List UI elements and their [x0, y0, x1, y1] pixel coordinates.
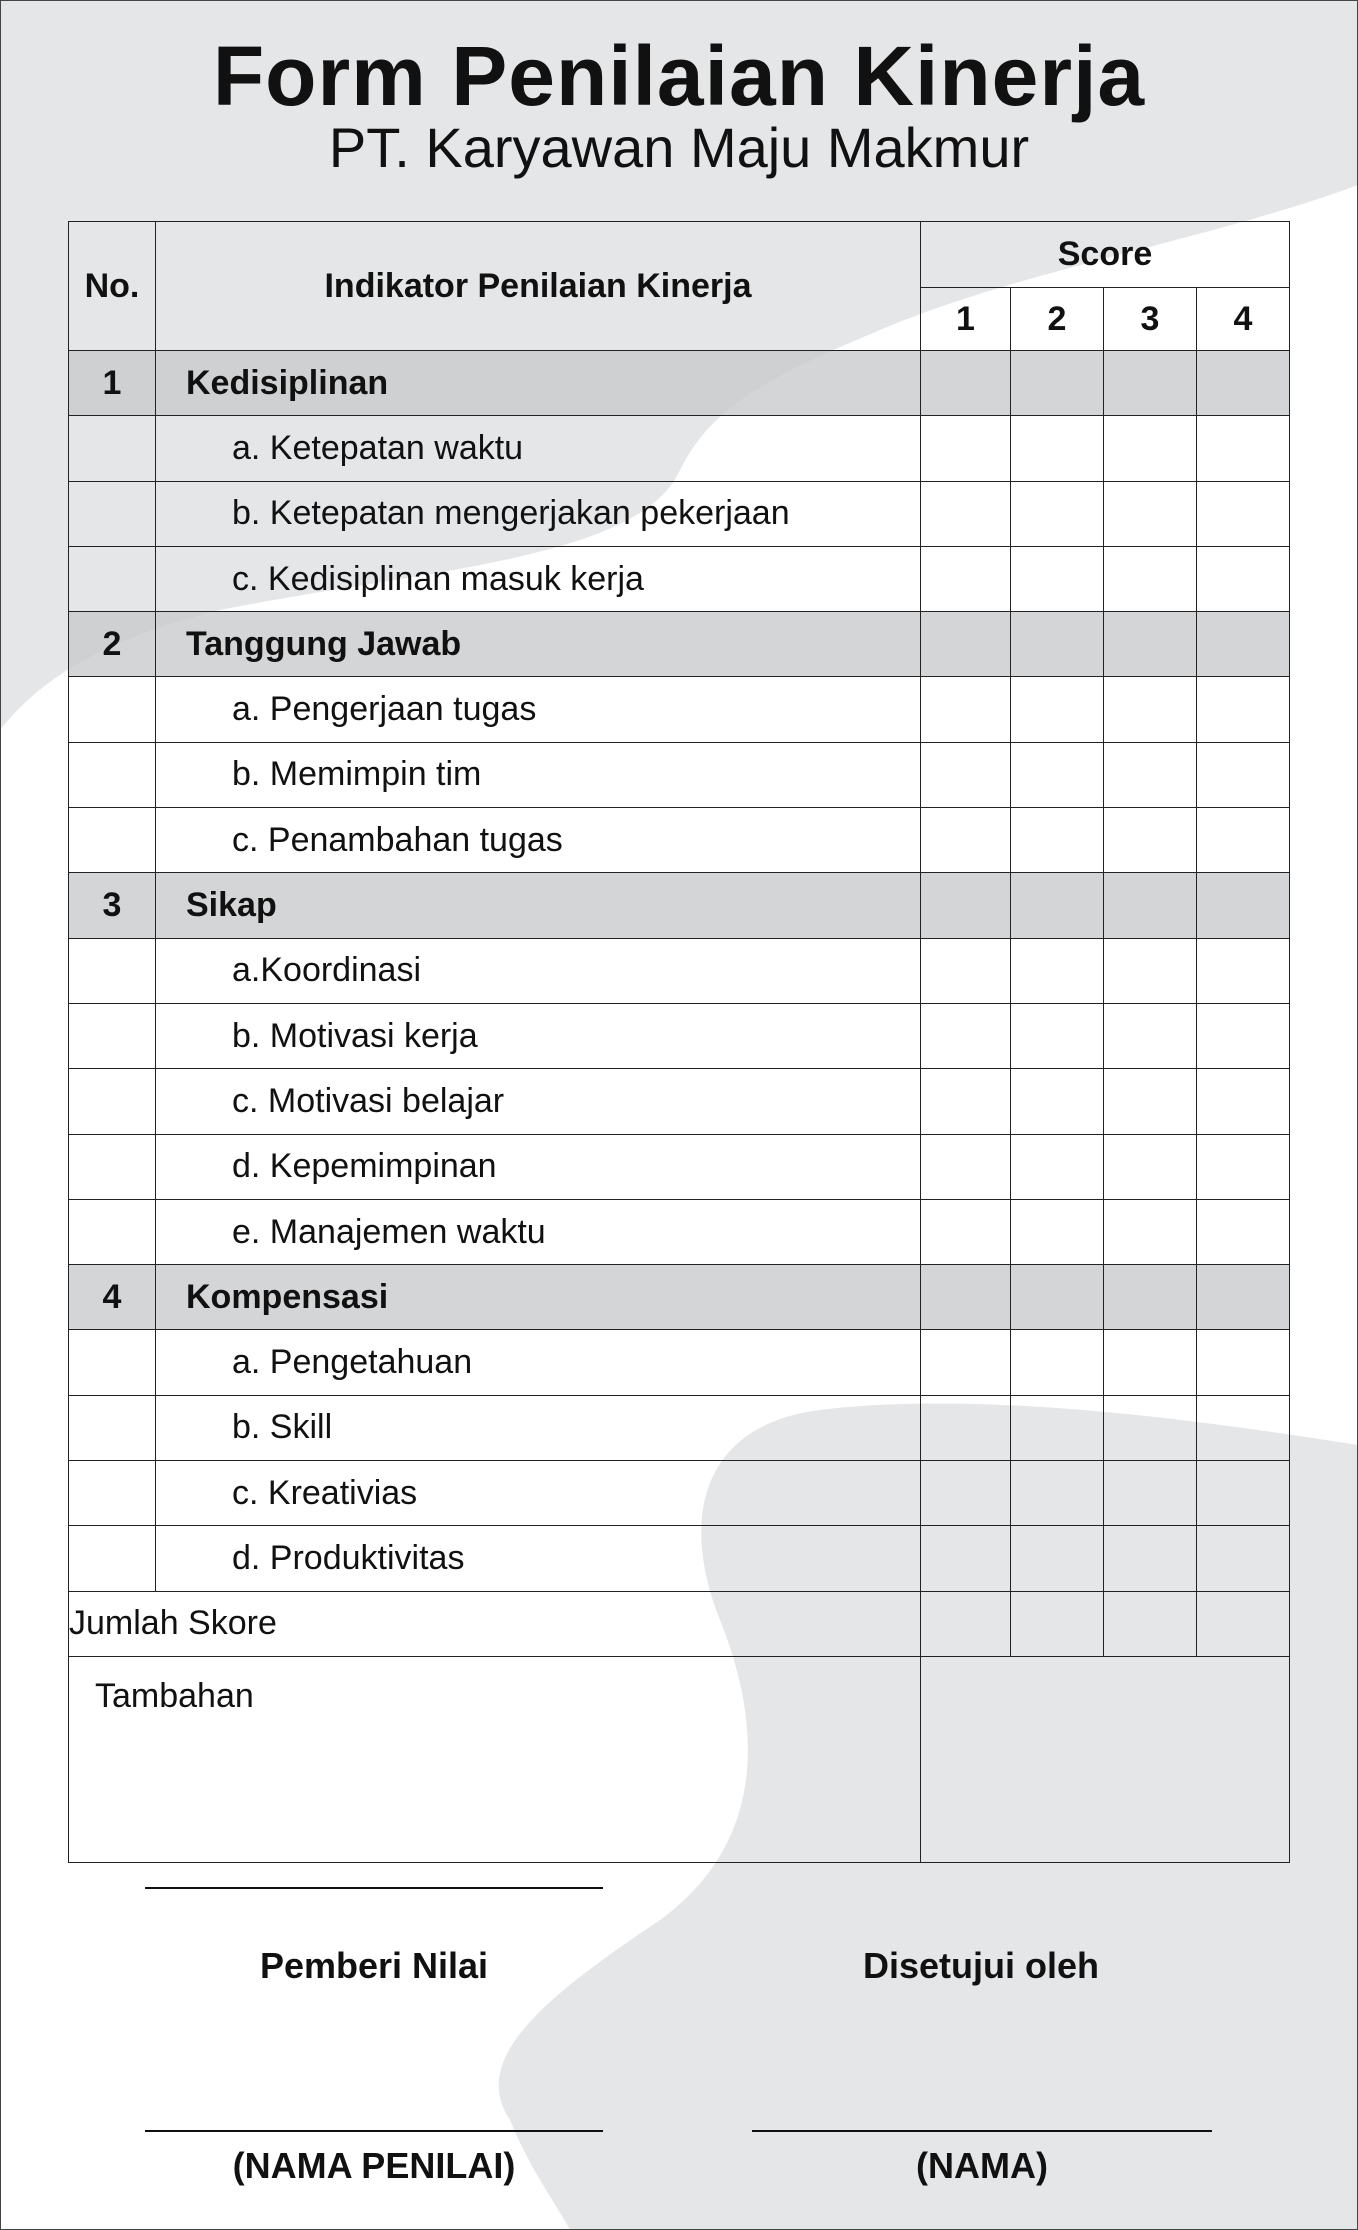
score-cell[interactable]: [1011, 677, 1104, 742]
score-cell[interactable]: [1011, 1003, 1104, 1068]
category-name: Sikap: [156, 873, 921, 938]
score-cell[interactable]: [1104, 1003, 1197, 1068]
category-no: 2: [69, 612, 156, 677]
score-cell[interactable]: [1197, 1069, 1290, 1134]
category-name: Kompensasi: [156, 1265, 921, 1330]
score-level-4: 4: [1197, 288, 1290, 351]
score-cell[interactable]: [1104, 546, 1197, 611]
category-name: Tanggung Jawab: [156, 612, 921, 677]
indicator-row: [69, 742, 1290, 807]
approver-role: Disetujui oleh: [862, 1945, 1100, 1986]
indicator-row: [69, 677, 1290, 742]
score-cell[interactable]: [1011, 1395, 1104, 1460]
no-cell: [69, 416, 156, 481]
score-cell[interactable]: [921, 1199, 1011, 1264]
no-cell: [69, 677, 156, 742]
no-cell: [69, 1069, 156, 1134]
score-cell[interactable]: [1104, 1265, 1197, 1330]
no-cell: [69, 1330, 156, 1395]
score-cell[interactable]: [921, 873, 1011, 938]
indicator-row: [69, 808, 1290, 873]
category-no: 3: [69, 873, 156, 938]
score-cell[interactable]: [921, 1526, 1011, 1591]
indicator-label: c. Kedisiplinan masuk kerja: [156, 546, 921, 611]
form-title: Form Penilaian Kinerja: [212, 29, 1146, 123]
score-cell[interactable]: [1104, 481, 1197, 546]
score-cell[interactable]: [1011, 546, 1104, 611]
category-name: Kedisiplinan: [156, 351, 921, 416]
score-cell[interactable]: [1104, 1461, 1197, 1526]
score-cell[interactable]: [1104, 1330, 1197, 1395]
total-label: Jumlah Skore: [69, 1591, 921, 1656]
no-cell: [69, 1526, 156, 1591]
indicator-label: b. Motivasi kerja: [156, 1003, 921, 1068]
no-cell: [69, 1003, 156, 1068]
score-cell[interactable]: [1104, 416, 1197, 481]
score-level-1: 1: [921, 288, 1011, 351]
score-cell[interactable]: [1011, 1134, 1104, 1199]
indicator-label: b. Memimpin tim: [156, 742, 921, 807]
category-no: 1: [69, 351, 156, 416]
score-cell[interactable]: [921, 938, 1011, 1003]
score-cell[interactable]: [1011, 481, 1104, 546]
score-cell[interactable]: [1104, 742, 1197, 807]
score-cell[interactable]: [1104, 808, 1197, 873]
indicator-label: b. Skill: [156, 1395, 921, 1460]
score-cell[interactable]: [1011, 1526, 1104, 1591]
score-cell[interactable]: [921, 808, 1011, 873]
score-cell[interactable]: [1011, 612, 1104, 677]
score-cell[interactable]: [1104, 1199, 1197, 1264]
score-cell[interactable]: [1197, 742, 1290, 807]
header-indicator: Indikator Penilaian Kinerja: [156, 222, 921, 351]
score-cell[interactable]: [921, 1461, 1011, 1526]
no-cell: [69, 481, 156, 546]
score-cell[interactable]: [1197, 416, 1290, 481]
notes-label: Tambahan: [95, 1676, 254, 1715]
indicator-row: [69, 1069, 1290, 1134]
score-cell[interactable]: [1104, 612, 1197, 677]
score-cell[interactable]: [1011, 938, 1104, 1003]
performance-table: [68, 221, 1290, 1863]
score-cell[interactable]: [921, 481, 1011, 546]
score-cell[interactable]: [1197, 938, 1290, 1003]
score-cell[interactable]: [921, 1003, 1011, 1068]
indicator-label: d. Kepemimpinan: [156, 1134, 921, 1199]
score-cell[interactable]: [1197, 1330, 1290, 1395]
score-cell[interactable]: [921, 1330, 1011, 1395]
indicator-label: e. Manajemen waktu: [156, 1199, 921, 1264]
total-score-cell[interactable]: [1197, 1591, 1290, 1656]
no-cell: [69, 546, 156, 611]
indicator-row: [69, 938, 1290, 1003]
score-cell[interactable]: [1104, 677, 1197, 742]
indicator-row: [69, 1461, 1290, 1526]
score-cell[interactable]: [1011, 808, 1104, 873]
indicator-label: a.Koordinasi: [156, 938, 921, 1003]
no-cell: [69, 1395, 156, 1460]
notes-field[interactable]: [69, 1656, 921, 1862]
score-level-3: 3: [1104, 288, 1197, 351]
score-level-2: 2: [1011, 288, 1104, 351]
indicator-row: [69, 416, 1290, 481]
indicator-label: a. Ketepatan waktu: [156, 416, 921, 481]
score-cell[interactable]: [921, 677, 1011, 742]
category-row-sikap: [69, 873, 1290, 938]
score-cell[interactable]: [1011, 416, 1104, 481]
score-cell[interactable]: [1011, 1069, 1104, 1134]
score-cell[interactable]: [921, 742, 1011, 807]
score-cell[interactable]: [1197, 1395, 1290, 1460]
indicator-label: c. Kreativias: [156, 1461, 921, 1526]
header-score: Score: [921, 222, 1290, 288]
score-cell[interactable]: [921, 612, 1011, 677]
indicator-row: [69, 481, 1290, 546]
evaluator-signature-line[interactable]: [145, 2130, 603, 2132]
total-score-cell[interactable]: [1104, 1591, 1197, 1656]
score-cell[interactable]: [1197, 873, 1290, 938]
company-name: PT. Karyawan Maju Makmur: [328, 116, 1030, 179]
indicator-row: [69, 1003, 1290, 1068]
evaluator-name: (NAMA PENILAI): [232, 2145, 516, 2186]
score-cell[interactable]: [1104, 1134, 1197, 1199]
indicator-label: a. Pengetahuan: [156, 1330, 921, 1395]
score-cell[interactable]: [1011, 873, 1104, 938]
score-cell[interactable]: [1197, 481, 1290, 546]
score-cell[interactable]: [921, 1265, 1011, 1330]
score-cell[interactable]: [921, 546, 1011, 611]
approver-signature-line[interactable]: [752, 2130, 1212, 2132]
notes-row: [69, 1656, 1290, 1862]
score-cell[interactable]: [1011, 1199, 1104, 1264]
no-cell: [69, 938, 156, 1003]
header-no: No.: [69, 222, 156, 351]
score-cell[interactable]: [1104, 873, 1197, 938]
score-cell[interactable]: [1104, 1395, 1197, 1460]
score-cell[interactable]: [1197, 1265, 1290, 1330]
category-row-tanggung-jawab: [69, 612, 1290, 677]
signature-top-line: [145, 1887, 603, 1889]
score-cell[interactable]: [1197, 1003, 1290, 1068]
indicator-label: c. Motivasi belajar: [156, 1069, 921, 1134]
category-row-kedisiplinan: [69, 351, 1290, 416]
score-cell[interactable]: [1197, 808, 1290, 873]
score-cell[interactable]: [1011, 1330, 1104, 1395]
score-cell[interactable]: [1104, 1526, 1197, 1591]
indicator-label: d. Produktivitas: [156, 1526, 921, 1591]
score-cell[interactable]: [921, 1069, 1011, 1134]
indicator-label: b. Ketepatan mengerjakan pekerjaan: [156, 481, 921, 546]
indicator-label: a. Pengerjaan tugas: [156, 677, 921, 742]
score-cell[interactable]: [921, 1395, 1011, 1460]
total-row: [69, 1591, 1290, 1656]
score-cell[interactable]: [1197, 1134, 1290, 1199]
score-cell[interactable]: [1011, 1461, 1104, 1526]
indicator-row: [69, 1526, 1290, 1591]
score-cell[interactable]: [1011, 742, 1104, 807]
indicator-label: c. Penambahan tugas: [156, 808, 921, 873]
total-score-cell[interactable]: [921, 1591, 1011, 1656]
score-cell[interactable]: [1197, 546, 1290, 611]
no-cell: [69, 1134, 156, 1199]
score-cell[interactable]: [1011, 351, 1104, 416]
score-cell[interactable]: [921, 416, 1011, 481]
score-cell[interactable]: [921, 351, 1011, 416]
indicator-row: [69, 1199, 1290, 1264]
score-cell[interactable]: [921, 1134, 1011, 1199]
no-cell: [69, 808, 156, 873]
score-cell[interactable]: [1197, 1526, 1290, 1591]
approver-name: (NAMA): [916, 2145, 1048, 2186]
score-cell[interactable]: [1197, 1199, 1290, 1264]
evaluator-role: Pemberi Nilai: [259, 1945, 489, 1986]
indicator-row: [69, 546, 1290, 611]
score-cell[interactable]: [1104, 938, 1197, 1003]
no-cell: [69, 1199, 156, 1264]
score-cell[interactable]: [1011, 1265, 1104, 1330]
score-cell[interactable]: [1197, 612, 1290, 677]
indicator-row: [69, 1134, 1290, 1199]
score-cell[interactable]: [1197, 1461, 1290, 1526]
total-score-cell[interactable]: [1011, 1591, 1104, 1656]
notes-extra-field[interactable]: [921, 1656, 1290, 1862]
no-cell: [69, 742, 156, 807]
indicator-row: [69, 1395, 1290, 1460]
indicator-row: [69, 1330, 1290, 1395]
category-row-kompensasi: [69, 1265, 1290, 1330]
table-body: [69, 351, 1290, 1863]
score-cell[interactable]: [1104, 1069, 1197, 1134]
score-cell[interactable]: [1197, 677, 1290, 742]
score-cell[interactable]: [1197, 351, 1290, 416]
score-cell[interactable]: [1104, 351, 1197, 416]
category-no: 4: [69, 1265, 156, 1330]
no-cell: [69, 1461, 156, 1526]
